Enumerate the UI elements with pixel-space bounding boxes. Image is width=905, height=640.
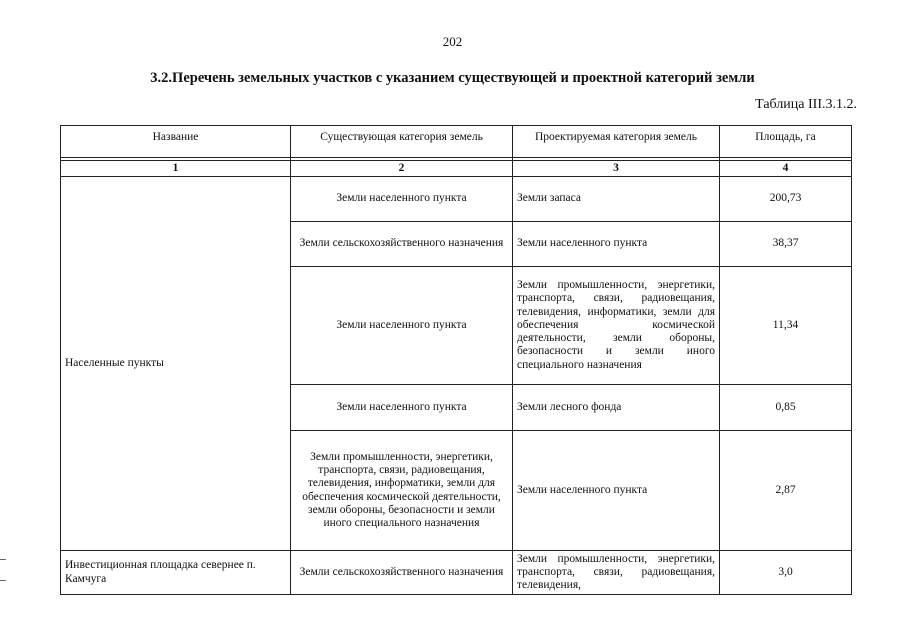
table-caption: Таблица III.3.1.2. <box>755 97 857 112</box>
column-number: 3 <box>513 161 720 177</box>
section-title: 3.2.Перечень земельных участков с указанием существующей и проектной категорий земли <box>150 70 755 86</box>
projected-category-cell: Земли промышленности, энергетики, транспорта, связи, радиовещания, телевидения, информатики, земли для обеспечения космической деятельности, земли обороны, безопасности и земли иного специального назначения <box>513 267 720 385</box>
page-number: 202 <box>442 34 463 49</box>
table-row <box>61 177 852 222</box>
row-name: Населенные пункты <box>61 177 291 551</box>
header-existing-category: Существующая категория земель <box>291 126 513 158</box>
existing-category-cell: Земли населенного пункта <box>291 385 513 431</box>
area-cell: 2,87 <box>720 431 852 551</box>
area-cell: 38,37 <box>720 222 852 267</box>
projected-category-cell: Земли населенного пункта <box>513 222 720 267</box>
projected-category-cell: Земли запаса <box>513 177 720 222</box>
row-name: Инвестиционная площадка севернее п. Камчуга <box>61 551 291 595</box>
area-cell: 3,0 <box>720 551 852 595</box>
land-plots-table <box>60 125 852 595</box>
existing-category-cell: Земли населенного пункта <box>291 177 513 222</box>
existing-category-cell: Земли сельскохозяйственного назначения <box>291 551 513 595</box>
table-header-row <box>61 126 852 158</box>
existing-category-cell: Земли сельскохозяйственного назначения <box>291 222 513 267</box>
existing-category-cell: Земли населенного пункта <box>291 267 513 385</box>
projected-category-cell: Земли населенного пункта <box>513 431 720 551</box>
column-number-row <box>61 161 852 177</box>
projected-category-cell: Земли лесного фонда <box>513 385 720 431</box>
table-row <box>61 551 852 595</box>
header-projected-category: Проектируемая категория земель <box>513 126 720 158</box>
header-area: Площадь, га <box>720 126 852 158</box>
area-cell: 11,34 <box>720 267 852 385</box>
column-number: 1 <box>61 161 291 177</box>
header-name: Название <box>61 126 291 158</box>
column-number: 2 <box>291 161 513 177</box>
margin-mark <box>0 559 6 560</box>
column-number: 4 <box>720 161 852 177</box>
area-cell: 0,85 <box>720 385 852 431</box>
projected-category-cell: Земли промышленности, энергетики, транспорта, связи, радиовещания, телевидения, <box>513 551 720 595</box>
existing-category-cell: Земли промышленности, энергетики, транспорта, связи, радиовещания, телевидения, информатики, земли для обеспечения космической деятельности, земли обороны, безопасности и земли иного специального назначения <box>291 431 513 551</box>
area-cell: 200,73 <box>720 177 852 222</box>
margin-mark <box>0 580 6 581</box>
